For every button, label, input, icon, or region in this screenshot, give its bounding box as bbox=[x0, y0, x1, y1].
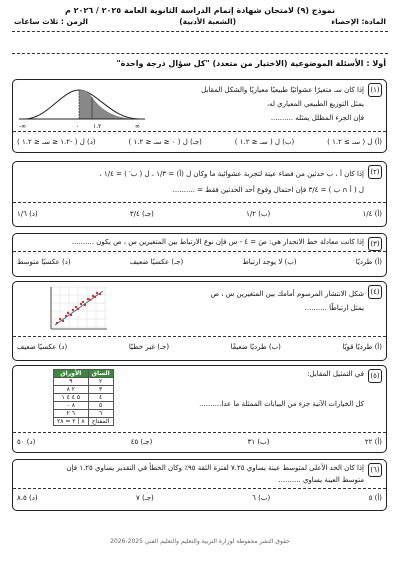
scatter-point bbox=[96, 292, 98, 294]
scatter-point bbox=[72, 309, 74, 311]
answer-options bbox=[17, 343, 382, 351]
stem-cell: ٤ bbox=[88, 394, 113, 402]
scatter-point bbox=[59, 318, 61, 320]
scatter-point bbox=[56, 322, 58, 324]
question-text: إذا كان الحد الأعلى لمتوسط عينة يساوي ٧.٢٥ لفترة الثقة ٩٥٪ وكان الخطأ في التقدير يساوي ١.٢٥ فإن bbox=[66, 464, 364, 472]
subject-label: المادة: الإحصاء bbox=[331, 17, 386, 26]
option-d[interactable]: (د) ٥٠ bbox=[17, 438, 36, 446]
option-b[interactable]: (ب) ٦ bbox=[252, 494, 271, 502]
option-a[interactable]: (أ) ٥ bbox=[368, 494, 382, 502]
scatter-point bbox=[80, 303, 82, 305]
leaves-cell: ٥ ٤ ٤ ١ bbox=[54, 394, 89, 402]
section-title: أولا : الأسئلة الموضوعية (الاختيار من متعدد) "كل سؤال درجة واحدة" bbox=[116, 59, 386, 68]
scatter-plot bbox=[47, 285, 109, 333]
option-d[interactable]: (د) ل ( -١.٢ ≤ سـ ≤ ١.٢ ) bbox=[17, 138, 96, 146]
stem-leaf-row bbox=[54, 378, 114, 386]
option-a[interactable]: (أ) ١/٤ bbox=[362, 210, 382, 218]
question-text: يمثل التوزيع الطبيعي المعياري له، bbox=[266, 100, 364, 108]
question-text: إذا كان سـ متغيرًا عشوائيًا طبيعيًا معياريًا والشكل المقابل bbox=[201, 86, 364, 94]
options-divider bbox=[13, 131, 386, 132]
option-d[interactable]: (د) ٨.٥ bbox=[17, 494, 38, 502]
leaves-cell: ٩ bbox=[54, 378, 89, 386]
answer-options bbox=[17, 138, 382, 146]
question-text: شكل الانتشار المرسوم أمامك بين المتغيرين س ، ص bbox=[210, 290, 364, 298]
option-b[interactable]: (ب) ١/٢ bbox=[246, 210, 271, 218]
question-number: (١) bbox=[368, 83, 382, 97]
question-5 bbox=[12, 365, 387, 453]
option-d[interactable]: (د) ١/٦ bbox=[17, 210, 38, 218]
option-a[interactable]: (أ) ٢٢ bbox=[364, 438, 382, 446]
graph-label: ١.٢ bbox=[93, 123, 102, 129]
scatter-point bbox=[65, 315, 67, 317]
leaves-cell: ٨ ٠ bbox=[54, 402, 89, 410]
normal-curve-graph bbox=[17, 85, 147, 129]
exam-title: نموذج (٩) لامتحان شهادة إتمام الدراسة الثانوية العامة ٢٠٢٥ / ٢٠٢٦ م bbox=[64, 6, 336, 15]
answer-options bbox=[17, 210, 382, 218]
graph-label: ٠ bbox=[76, 123, 80, 129]
stem-cell: ٥ bbox=[88, 402, 113, 410]
question-number: (٤) bbox=[368, 285, 382, 299]
leaves-cell: ٦ ٢ bbox=[54, 410, 89, 418]
question-2 bbox=[12, 161, 387, 227]
question-text: إذا كانت معادلة خط الانحدار هي: صَ = ٤ - س فإن نوع الارتباط بين المتغيرين س ، ص يكون .......... bbox=[71, 238, 364, 246]
question-text: ل ( أ ∩ ب ) = ٣/٤ فإن احتمال وقوع أحد الحدثين فقط = .......... bbox=[172, 186, 364, 194]
scatter-point bbox=[77, 308, 79, 310]
scatter-point bbox=[82, 301, 84, 303]
option-a[interactable]: (أ) ل ( سـ ≥ ١.٢ ) bbox=[327, 138, 382, 146]
question-text: كل الخيارات الآتية جزء من البيانات الممثلة ما عدا.......... bbox=[199, 400, 364, 408]
option-a[interactable]: (أ) طرديًا قويًا bbox=[342, 343, 382, 351]
question-number: (٢) bbox=[368, 165, 382, 179]
header-divider bbox=[12, 53, 388, 54]
scatter-point bbox=[62, 320, 64, 322]
question-3 bbox=[12, 233, 387, 277]
scatter-point bbox=[75, 306, 77, 308]
stem-header: الساق bbox=[88, 370, 113, 378]
stem-leaf-row bbox=[54, 410, 114, 418]
graph-label: ∞ bbox=[135, 123, 140, 129]
option-c[interactable]: (جـ) غير خطيًا bbox=[128, 343, 170, 351]
time-label: الزمن : ثلاث ساعات bbox=[14, 17, 88, 26]
scatter-point bbox=[84, 304, 86, 306]
answer-options bbox=[17, 494, 382, 502]
options-divider bbox=[13, 336, 386, 337]
option-d[interactable]: (د) عكسيًا متوسط bbox=[17, 258, 71, 266]
option-c[interactable]: (جـ) ٧ bbox=[135, 494, 154, 502]
stem-leaf-row bbox=[54, 394, 114, 402]
options-divider bbox=[13, 251, 386, 252]
answer-options bbox=[17, 438, 382, 446]
scatter-point bbox=[89, 299, 91, 301]
question-text: إذا كان أ ، ب حدثين من فضاء عينة لتجربة عشوائية ما وكان ل (أ) = ١/٣ ، ل ( ب′ ) = ١/٤ ، bbox=[99, 170, 364, 178]
option-a[interactable]: (أ) طرديًا bbox=[355, 258, 382, 266]
copyright-footer: حقوق النشر محفوظة لوزارة التربية والتعليم والتعليم الفني 2025-2026 bbox=[110, 538, 290, 545]
option-b[interactable]: (ب) لا يوجد ارتباط bbox=[242, 258, 297, 266]
scatter-point bbox=[67, 312, 69, 314]
stem-leaf-table bbox=[53, 369, 114, 426]
branch-label: (الشعبة الأدبية) bbox=[179, 17, 236, 26]
stem-leaf-row bbox=[54, 386, 114, 394]
question-text: يمثل ارتباطًا .......... bbox=[304, 304, 364, 312]
stem-leaf-row bbox=[54, 402, 114, 410]
question-number: (٣) bbox=[368, 237, 382, 251]
question-6 bbox=[12, 459, 387, 511]
question-text: في التمثيل المقابل: bbox=[307, 370, 364, 378]
question-text: متوسط العينة يساوي .......... bbox=[278, 476, 364, 484]
key-value: ٨ | ٢ = ٢٨ bbox=[54, 418, 89, 426]
answer-options bbox=[17, 258, 382, 266]
option-c[interactable]: (جـ) ٤٥ bbox=[130, 438, 153, 446]
option-c[interactable]: (جـ) ٣/٤ bbox=[129, 210, 154, 218]
option-b[interactable]: (ب) ٣١ bbox=[247, 438, 270, 446]
stem-cell: ٢ bbox=[88, 378, 113, 386]
options-divider bbox=[13, 432, 386, 433]
leaves-header: الأوراق bbox=[54, 370, 89, 378]
option-c[interactable]: (جـ) عكسيًا ضعيف bbox=[129, 258, 184, 266]
options-divider bbox=[13, 488, 386, 489]
option-c[interactable]: (جـ) ل ( ٠ ≤ سـ ≤ ١.٢ ) bbox=[128, 138, 202, 146]
option-b[interactable]: (ب) ل ( سـ ≤ ١.٢ ) bbox=[234, 138, 295, 146]
leaves-cell: ٢ ٨ bbox=[54, 386, 89, 394]
stem-cell: ٣ bbox=[88, 386, 113, 394]
stem-cell: ٦ bbox=[88, 410, 113, 418]
key-label: المفتاح bbox=[88, 418, 113, 426]
question-4 bbox=[12, 281, 387, 361]
stem-leaf-table-wrap bbox=[53, 369, 114, 426]
option-b[interactable]: (ب) طرديًا ضعيفًا bbox=[230, 343, 281, 351]
question-1 bbox=[12, 79, 387, 153]
question-text: فإن الجزء المظلل يمثله .......... bbox=[270, 114, 364, 122]
scatter-point bbox=[94, 296, 96, 298]
header-divider bbox=[12, 31, 388, 32]
question-number: (٦) bbox=[368, 463, 382, 477]
graph-label: -∞ bbox=[19, 123, 27, 129]
scatter-point bbox=[70, 314, 72, 316]
option-d[interactable]: (د) عكسيًا ضعيف bbox=[17, 343, 68, 351]
options-divider bbox=[13, 202, 386, 203]
scatter-point bbox=[99, 293, 101, 295]
question-number: (٥) bbox=[368, 369, 382, 383]
